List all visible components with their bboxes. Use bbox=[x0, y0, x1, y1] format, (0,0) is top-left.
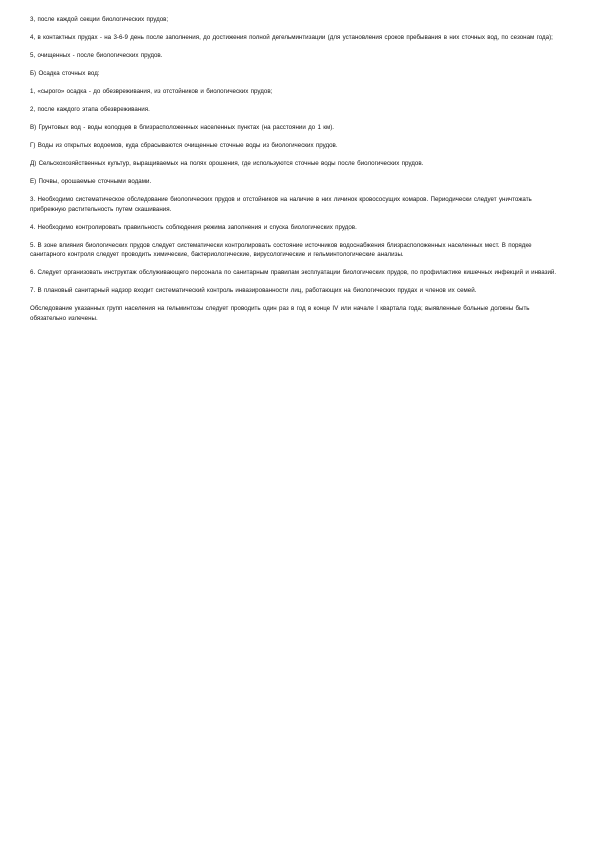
paragraph-sewage-item-4: 4, в контактных прудах - на 3-6-9 день после заполнения, до достижения полной дегельминтизации (для установления сроков пребывания в них сточных вод, по сезонам года); bbox=[30, 34, 553, 41]
paragraph-point-5: 5. В зоне влияния биологических прудов следует систематически контролировать состояние источников водоснабжения близрасположенных населенных мест. В порядке санитарного контроля следует проводить химические, бактериологические, вирусологические и гельминтологические анализы. bbox=[30, 241, 532, 258]
paragraph-final: Обследование указанных групп населения на гельминтозы следует проводить один раз в год в конце IV или начале I квартала года; выявленные больные должны быть обязательно излечены. bbox=[30, 305, 530, 322]
paragraph-point-6: 6. Следует организовать инструктаж обслуживающего персонала по санитарным правилам эксплуатации биологических прудов, по профилактике кишечных инфекций и инвазий. bbox=[30, 269, 557, 276]
paragraph-crops: Д) Сельскохозяйственных культур, выращиваемых на полях орошения, где используются сточные воды после биологических прудов. bbox=[30, 160, 424, 167]
paragraph-sludge-heading: Б) Осадка сточных вод: bbox=[30, 70, 100, 77]
paragraph-sewage-item-5: 5, очищенных - после биологических прудов. bbox=[30, 52, 163, 59]
paragraph-sludge-item-1: 1, «сырого» осадка - до обезвреживания, из отстойников и биологических прудов; bbox=[30, 88, 273, 95]
paragraph-point-4: 4. Необходимо контролировать правильность соблюдения режима заполнения и спуска биологических прудов. bbox=[30, 223, 357, 231]
paragraph-point-7: 7. В плановый санитарный надзор входит систематический контроль инвазированности лиц, работающих на биологических прудах и членов их семей. bbox=[30, 287, 477, 294]
paragraph-open-water: Г) Воды из открытых водоемов, куда сбрасываются очищенные сточные воды из биологических прудов. bbox=[30, 142, 338, 149]
paragraph-sludge-item-2: 2, после каждого этапа обезвреживания. bbox=[30, 106, 150, 113]
paragraph-sewage-item-3: 3, после каждой секции биологических прудов; bbox=[30, 16, 169, 23]
paragraph-point-3: 3. Необходимо систематическое обследование биологических прудов и отстойников на наличие в них личинок кровососущих комаров. Периодически следует уничтожать прибрежную растительность путем скашивания. bbox=[30, 196, 532, 213]
paragraph-groundwater: В) Грунтовых вод - воды колодцев в близрасположенных населенных пунктах (на расстоянии до 1 км). bbox=[30, 124, 334, 131]
paragraph-soil: Е) Почвы, орошаемые сточными водами. bbox=[30, 178, 152, 185]
